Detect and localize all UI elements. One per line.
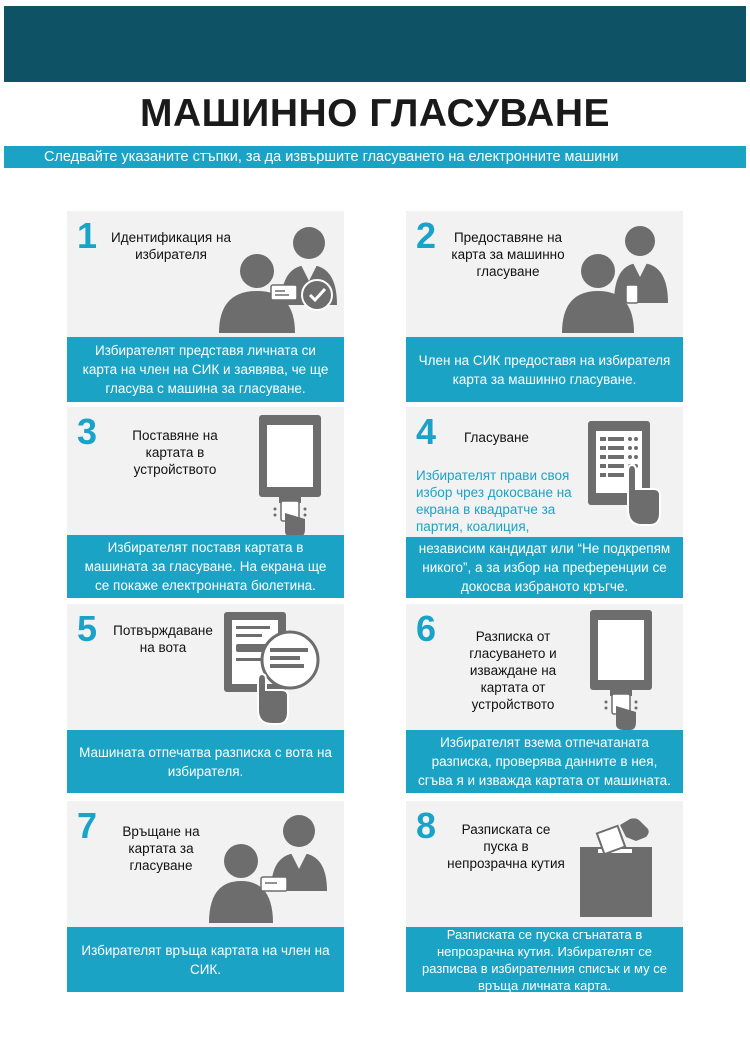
step-description: Разписката се пуска сгънатата в непрозрачна кутия. Избирателят се разписва в избирателния списък и му се връща личната карта.	[406, 927, 683, 992]
ballot-box-icon	[576, 815, 658, 919]
step-heading: Връщане на картата за гласуване	[122, 824, 200, 873]
confirm-vote-icon	[222, 610, 322, 726]
step-card-3	[67, 407, 344, 598]
step-number: 7	[77, 805, 98, 846]
card-remove-device-icon	[586, 608, 656, 732]
step-heading: Поставяне на картата в устройството	[132, 428, 218, 477]
step-heading: Предоставяне на карта за машинно гласуване	[451, 230, 565, 279]
person-id-card-icon	[213, 219, 337, 335]
step-heading: Разписката се пуска в непрозрачна кутия	[447, 822, 565, 871]
person-card-return-icon	[207, 809, 331, 925]
step-description: Избирателят поставя картата в машината за гласуване. На екрана ще се покаже електронната бюлетина.	[67, 535, 344, 598]
step-description: Избирателят връща картата на член на СИК.	[67, 927, 344, 992]
step-heading: Идентификация на избирателя	[111, 230, 231, 262]
step-number: 4	[416, 411, 437, 452]
step-number: 2	[416, 215, 437, 256]
card-insert-device-icon	[255, 413, 325, 537]
step-heading: Гласуване	[464, 430, 529, 445]
step-number: 3	[77, 411, 98, 452]
step-card-7	[67, 801, 344, 992]
step-number: 6	[416, 608, 437, 649]
touch-ballot-icon	[586, 419, 662, 527]
step-card-4	[406, 407, 683, 598]
page-title: МАШИННО ГЛАСУВАНЕ	[139, 92, 611, 135]
step-description: Избирателят представя личната си карта на член на СИК и заявява, че ще гласува с машина за гласуване.	[67, 337, 344, 402]
header-band	[4, 6, 746, 82]
step-card-6	[406, 604, 683, 793]
step-number: 8	[416, 805, 437, 846]
step-number: 5	[77, 608, 98, 649]
step-description: Член на СИК предоставя на избирателя карта за машинно гласуване.	[406, 337, 683, 402]
step-description: независим кандидат или “Не подкрепям никого”, а за избор на преференции се докосва избраното кръгче.	[406, 537, 683, 598]
step-heading: Разписка от гласуването и изваждане на картата от устройството	[469, 629, 557, 712]
step-heading: Потвърждаване на вота	[113, 623, 213, 655]
step-card-5	[67, 604, 344, 793]
step-number: 1	[77, 215, 98, 256]
step-card-8	[406, 801, 683, 992]
step-card-2	[406, 211, 683, 402]
step-card-1	[67, 211, 344, 402]
step-description-top: Избирателят прави своя избор чрез докосване на екрана в квадратче за партия, коалиция,	[416, 468, 572, 534]
subtitle-bar: Следвайте указаните стъпки, за да извършите гласуването на електронните машини	[4, 146, 746, 168]
step-description: Избирателят взема отпечатаната разписка, проверява данните в нея, сгъва я и изважда картата от машината.	[406, 730, 683, 793]
person-card-handover-icon	[558, 219, 674, 335]
step-description: Машината отпечатва разписка с вота на избирателя.	[67, 730, 344, 793]
